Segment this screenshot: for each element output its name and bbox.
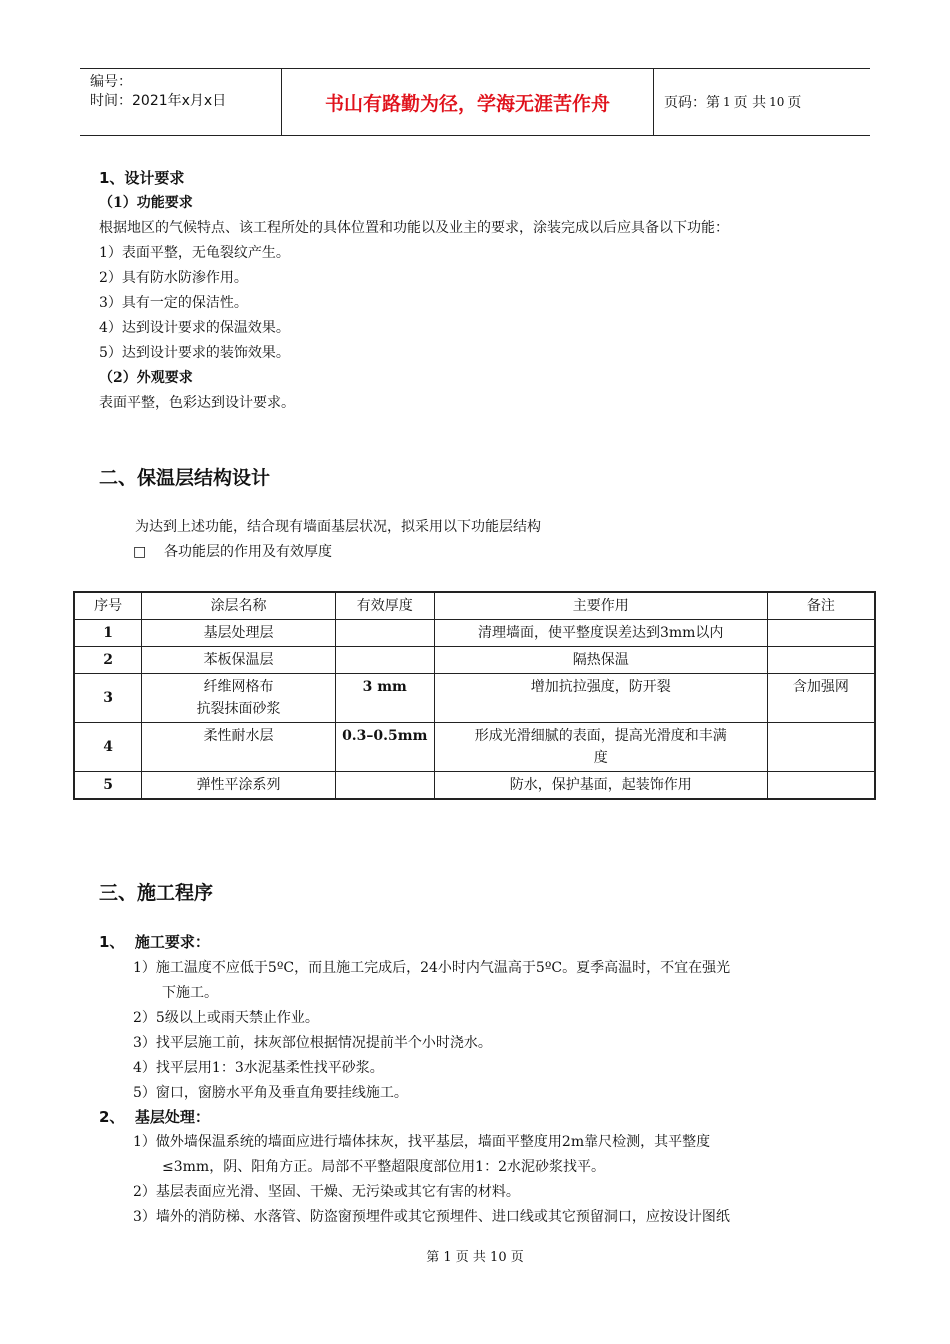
table-cell: 5 xyxy=(74,772,142,800)
table-cell: 隔热保温 xyxy=(434,647,767,674)
table-cell: 基层处理层 xyxy=(142,620,335,647)
section3-sub2: 2、 基层处理： xyxy=(99,1108,210,1126)
header-motto: 书山有路勤为径，学海无涯苦作舟 xyxy=(282,69,654,135)
section1-sub2: （2）外观要求 xyxy=(99,370,193,386)
table-cell xyxy=(335,647,434,674)
table-row xyxy=(74,647,875,674)
table-cell xyxy=(335,772,434,800)
table-cell xyxy=(767,772,875,800)
base-item: 3）墙外的消防梯、水落管、防盗窗预埋件或其它预埋件、进口线或其它预留洞口，应按设计图纸 xyxy=(133,1209,730,1225)
page-prefix: 页码：第 xyxy=(664,95,720,111)
function-item: 3）具有一定的保洁性。 xyxy=(99,295,248,311)
table-cell: 防水，保护基面，起装饰作用 xyxy=(434,772,767,800)
base-item: 1）做外墙保温系统的墙面应进行墙体抹灰，找平基层，墙面平整度用2m靠尺检测，其平整度 xyxy=(133,1134,711,1150)
requirement-item: 4）找平层用1：3水泥基柔性找平砂浆。 xyxy=(133,1060,384,1076)
table-cell: 苯板保温层 xyxy=(142,647,335,674)
table-cell: 含加强网 xyxy=(767,674,875,723)
function-item: 1）表面平整，无龟裂纹产生。 xyxy=(99,245,290,261)
requirement-item: 5）窗口，窗膀水平角及垂直角要挂线施工。 xyxy=(133,1085,408,1101)
table-cell: 3 xyxy=(74,674,142,723)
doc-date-label: 时间：2021年x月x日 xyxy=(90,93,227,109)
table-header-cell: 有效厚度 xyxy=(335,592,434,620)
section3-sub1: 1、 施工要求： xyxy=(99,933,210,951)
table-header-row xyxy=(74,592,875,620)
table-row xyxy=(74,772,875,800)
page-mid: 页 共 xyxy=(733,95,767,111)
requirement-item: 1）施工温度不应低于5ºC，而且施工完成后，24小时内气温高于5ºC。夏季高温时，不宜在强光 xyxy=(133,960,731,976)
table-cell xyxy=(767,647,875,674)
page-num: 1 xyxy=(723,95,731,109)
table-cell: 形成光滑细腻的表面，提高光滑度和丰满 度 xyxy=(434,723,767,772)
header-page-info xyxy=(654,69,870,135)
table-row xyxy=(74,620,875,647)
base-item: 2）基层表面应光滑、坚固、干燥、无污染或其它有害的材料。 xyxy=(133,1184,520,1200)
function-item: 5）达到设计要求的装饰效果。 xyxy=(99,345,290,361)
section2-bullet: □ 各功能层的作用及有效厚度 xyxy=(133,544,333,560)
layer-table xyxy=(73,591,876,800)
table-cell: 弹性平涂系列 xyxy=(142,772,335,800)
page-suffix: 页 xyxy=(787,95,802,111)
section3-title: 三、施工程序 xyxy=(99,882,214,904)
table-cell: 增加抗拉强度，防开裂 xyxy=(434,674,767,723)
appearance-text: 表面平整，色彩达到设计要求。 xyxy=(99,395,295,411)
requirement-item: 2）5级以上或雨天禁止作业。 xyxy=(133,1010,319,1026)
table-cell: 4 xyxy=(74,723,142,772)
table-cell: 1 xyxy=(74,620,142,647)
table-row xyxy=(74,674,875,723)
page-footer: 第 1 页 共 10 页 xyxy=(426,1250,524,1265)
header-meta xyxy=(80,69,282,135)
function-item: 2）具有防水防渗作用。 xyxy=(99,270,248,286)
table-cell: 0.3–0.5mm xyxy=(335,723,434,772)
table-header-cell: 序号 xyxy=(74,592,142,620)
requirement-item: 3）找平层施工前，抹灰部位根据情况提前半个小时浇水。 xyxy=(133,1035,492,1051)
table-cell xyxy=(767,620,875,647)
function-item: 4）达到设计要求的保温效果。 xyxy=(99,320,290,336)
table-cell: 2 xyxy=(74,647,142,674)
table-cell: 清理墙面，使平整度误差达到3mm以内 xyxy=(434,620,767,647)
section1-sub1: （1）功能要求 xyxy=(99,195,193,211)
document-header xyxy=(80,68,870,136)
section2-intro: 为达到上述功能，结合现有墙面基层状况，拟采用以下功能层结构 xyxy=(135,519,541,535)
table-header-cell: 涂层名称 xyxy=(142,592,335,620)
requirement-item-cont: 下施工。 xyxy=(162,985,218,1001)
table-header-cell: 备注 xyxy=(767,592,875,620)
page-total: 10 xyxy=(769,95,785,109)
doc-number-label: 编号： xyxy=(90,74,132,90)
table-cell: 纤维网格布 抗裂抹面砂浆 xyxy=(142,674,335,723)
table-row xyxy=(74,723,875,772)
table-cell: 3 mm xyxy=(335,674,434,723)
section1-intro: 根据地区的气候特点、该工程所处的具体位置和功能以及业主的要求，涂装完成以后应具备以下功能： xyxy=(99,220,729,236)
table-cell xyxy=(335,620,434,647)
table-cell: 柔性耐水层 xyxy=(142,723,335,772)
table-header-cell: 主要作用 xyxy=(434,592,767,620)
section2-title: 二、保温层结构设计 xyxy=(99,467,271,489)
section1-title: 1、设计要求 xyxy=(99,169,185,187)
table-cell xyxy=(767,723,875,772)
base-item-cont: ≤3mm，阴、阳角方正。局部不平整超限度部位用1：2水泥砂浆找平。 xyxy=(162,1159,606,1175)
